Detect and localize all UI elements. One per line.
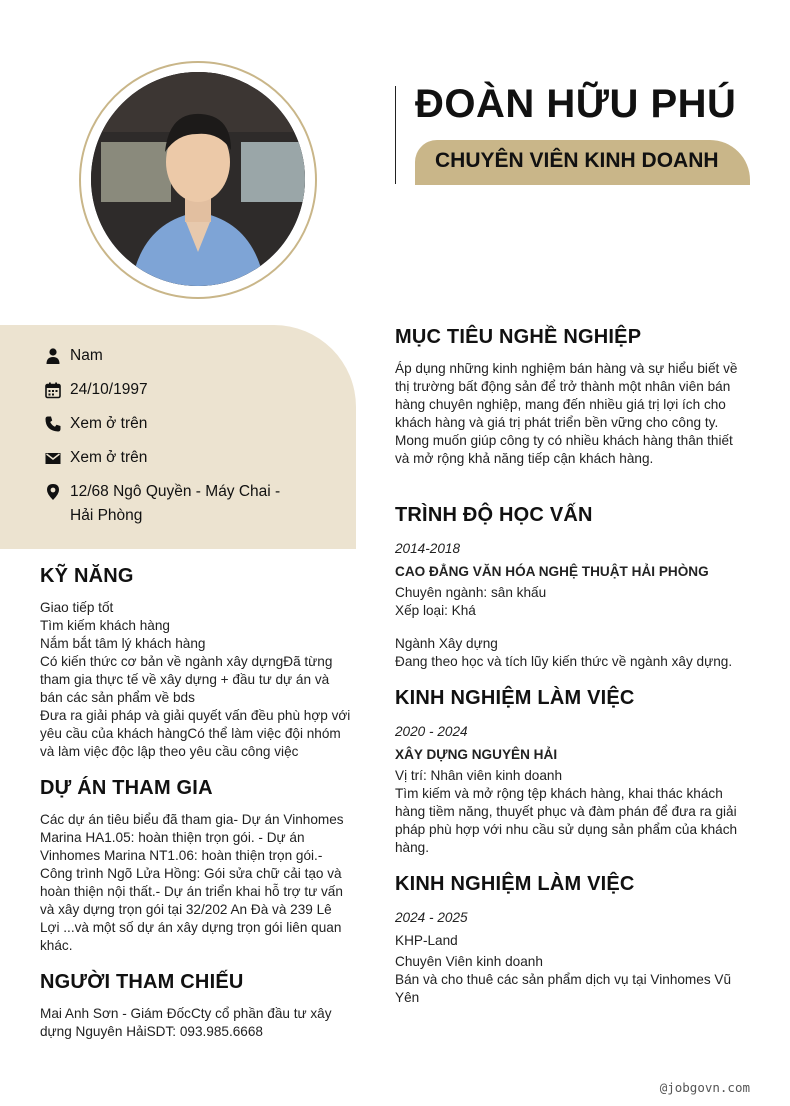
contact-gender: Nam bbox=[44, 344, 344, 368]
person-icon bbox=[44, 347, 62, 365]
experience1-position: Vị trí: Nhân viên kinh doanh bbox=[395, 768, 563, 783]
calendar-icon bbox=[44, 381, 62, 399]
candidate-name: ĐOÀN HỮU PHÚ bbox=[415, 82, 737, 126]
job-title: CHUYÊN VIÊN KINH DOANH bbox=[435, 149, 719, 172]
experience1-heading: KINH NGHIỆM LÀM VIỆC bbox=[395, 687, 635, 709]
list-item: Tìm kiếm khách hàng bbox=[40, 618, 170, 633]
list-item: Đưa ra giải pháp và giải quyết vấn đều phù hợp với bbox=[40, 708, 351, 723]
projects-text: Các dự án tiêu biểu đã tham gia- Dự án Vinhomes Marina HA1.05: hoàn thiện trọn gói. - Dự án Vinhomes Marina NT1.06: hoàn thiện trọn gói.- Công trình Ngõ Lửa Hồng: Gói sửa chữ cải tạo và hoàn thiện nội thất.- Dự án triển khai hỗ trợ tư vấn và xây dựng trọn gói tại 32/202 An Đà và 239 Lê Lợi ...và một số dự án xây dựng trọn gói liên quan khác. bbox=[40, 812, 344, 953]
objective-text: Áp dụng những kinh nghiệm bán hàng và sự hiểu biết về thị trường bất động sản để trở thành một nhân viên bán hàng chuyên nghiệp, mang đến nhiều giá trị lợi ích cho khách hàng và giá trị phát triển bền vững cho công ty. Mong muốn giúp công ty có nhiều khách hàng thân thiết và mở rộng khả năng tiếp cận khách hàng. bbox=[395, 361, 738, 466]
education-field2: Ngành Xây dựng bbox=[395, 636, 498, 651]
experience2-desc: Bán và cho thuê các sản phẩm dịch vụ tại Vinhomes Vũ Yên bbox=[395, 972, 732, 1005]
education-school: CAO ĐẲNG VĂN HÓA NGHỆ THUẬT HẢI PHÒNG bbox=[395, 564, 709, 579]
experience2-heading: KINH NGHIỆM LÀM VIỆC bbox=[395, 873, 635, 895]
experience2-period: 2024 - 2025 bbox=[395, 910, 468, 925]
avatar bbox=[91, 72, 305, 286]
contact-phone: Xem ở trên bbox=[44, 412, 344, 436]
projects-heading: DỰ ÁN THAM GIA bbox=[40, 777, 213, 799]
education-major: Chuyên ngành: sân khấu bbox=[395, 585, 547, 600]
education-grade: Xếp loại: Khá bbox=[395, 603, 476, 618]
experience1-period: 2020 - 2024 bbox=[395, 724, 468, 739]
contact-birthday: 24/10/1997 bbox=[44, 378, 344, 402]
list-item: và làm việc độc lập theo yêu cầu công việc bbox=[40, 744, 299, 759]
education-field2-desc: Đang theo học và tích lũy kiến thức về ngành xây dựng. bbox=[395, 654, 733, 669]
title-divider bbox=[395, 86, 396, 184]
experience2-position: Chuyên Viên kinh doanh bbox=[395, 954, 543, 969]
location-pin-icon bbox=[44, 483, 62, 501]
contact-address: 12/68 Ngô Quyền - Máy Chai - Hải Phòng bbox=[44, 480, 344, 528]
experience1-company: XÂY DỰNG NGUYÊN HẢI bbox=[395, 747, 558, 762]
education-heading: TRÌNH ĐỘ HỌC VẤN bbox=[395, 504, 593, 526]
list-item: bán các sản phẩm về bds bbox=[40, 690, 195, 705]
references-text: Mai Anh Sơn - Giám ĐốcCty cổ phần đầu tư xây dựng Nguyên HảiSDT: 093.985.6668 bbox=[40, 1006, 332, 1039]
list-item: tham gia thực tế về xây dựng + đầu tư dự án và bbox=[40, 672, 330, 687]
contact-email: Xem ở trên bbox=[44, 446, 344, 470]
list-item: Giao tiếp tốt bbox=[40, 600, 114, 615]
objective-heading: MỤC TIÊU NGHỀ NGHIỆP bbox=[395, 326, 642, 348]
phone-icon bbox=[44, 415, 62, 433]
experience2-company: KHP-Land bbox=[395, 933, 458, 948]
references-heading: NGƯỜI THAM CHIẾU bbox=[40, 971, 244, 993]
skills-heading: KỸ NĂNG bbox=[40, 565, 134, 587]
list-item: Có kiến thức cơ bản về ngành xây dựngĐã từng bbox=[40, 654, 333, 669]
experience1-desc: Tìm kiếm và mở rộng tệp khách hàng, khai thác khách hàng tiềm năng, thuyết phục và đàm phán để đưa ra giải pháp phù hợp với nhu cầu sử dụng sản phẩm của khách hàng. bbox=[395, 786, 738, 855]
education-period: 2014-2018 bbox=[395, 541, 461, 556]
email-icon bbox=[44, 449, 62, 467]
skills-list bbox=[40, 599, 360, 761]
footer-watermark: @jobgovn.com bbox=[659, 1080, 750, 1095]
list-item: Nắm bắt tâm lý khách hàng bbox=[40, 636, 206, 651]
list-item: yêu cầu của khách hàngCó thể làm việc đội nhóm bbox=[40, 726, 341, 741]
